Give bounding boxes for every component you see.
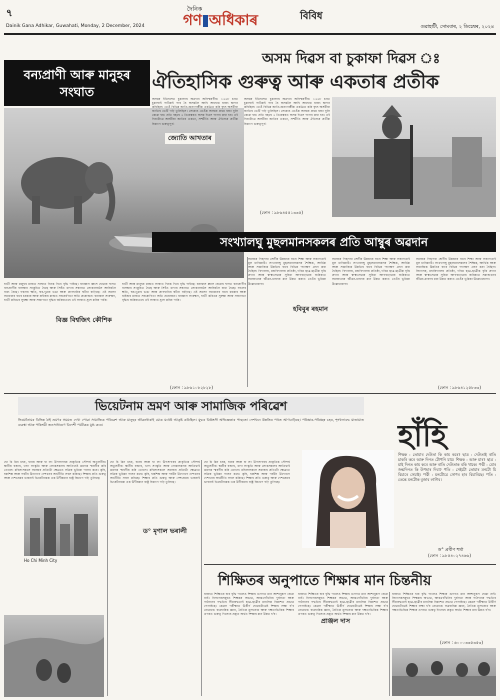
paper-name bbox=[183, 9, 258, 34]
wildlife-author: বিজ্ঞ বিশ্বজিৎ কৌশিক bbox=[52, 315, 116, 326]
assam-day-author: জ্যোতি আখতাৰ bbox=[165, 133, 215, 144]
masthead-rule bbox=[4, 33, 496, 35]
wildlife-body-2: হাতী আৰু মানুহৰ মাজত সংঘাত দিনক দিনে বৃদ্ধি পাইছে। বনাঞ্চল ধ্বংস হোৱাৰ ফলত বন্যপ্ৰাণীৰ বাসস্থান সংকুচিত হৈছে আৰু সিহঁত খাদ্যৰ সন্ধানত লোকালয়লৈ আহিবলৈ বাধ্য হৈছে। ফচলৰ ক্ষতি, ঘৰ-দুৱাৰ ভঙা আৰু প্ৰাণহানিৰ ঘটনা বাঢ়িছে। এই সমস্যা সমাধানৰ বাবে চৰকাৰ আৰু ৰাইজৰ মাজত সহযোগিতা অতি প্ৰয়োজন। বনাঞ্চল সংৰক্ষণ, হাতী কৰিডৰ সুৰক্ষা আৰু সজাগতা বৃদ্ধিৰ জৰিয়তেহে এই সংঘাত হ্ৰাস কৰিব পাৰি। bbox=[122, 282, 246, 303]
classroom-photo bbox=[392, 648, 496, 696]
column-divider bbox=[389, 592, 390, 696]
dateline-english: Dainik Gana Adhikar, Guwahati, Monday, 2 December, 2024 bbox=[6, 24, 145, 29]
wildlife-phone: (ফোন : ৯৮৬১০৮২৮২৮) bbox=[170, 385, 214, 390]
sukapha-statue-photo bbox=[332, 97, 496, 217]
vietnam-photo-caption: Ho Chi Minh City bbox=[24, 558, 58, 563]
wildlife-headline-box bbox=[4, 60, 150, 106]
vietnam-city-photo bbox=[24, 496, 98, 556]
column-divider bbox=[107, 460, 108, 696]
minority-body-col-2: সমাজৰ পিছপৰা শ্ৰেণীৰ উন্নয়নৰ বাবে শিক্ষা আৰু সজাগতাই মূল চাবিকাঠি। সংখ্যালঘু মুছলমানসকলৰ শৈক্ষিক, আৰ্থিক আৰু সামাজিক উন্নতিৰ বাবে বিভিন্ন পদক্ষেপ গ্ৰহণ কৰা হৈছিল। বিদ্যালয়, মহাবিদ্যালয় প্ৰতিষ্ঠা, দৰিদ্ৰ ছাত্ৰ-ছাত্ৰীক বৃত্তি প্ৰদান আৰু স্বাস্থ্যসেৱাৰ সুবিধা আগবঢ়োৱাৰ জৰিয়তে সমাজখনৰ জীৱন-ধাৰণৰ মান উন্নত কৰাত তেওঁৰ ভূমিকা উল্লেখযোগ্য। bbox=[332, 257, 410, 286]
section-rule bbox=[4, 393, 496, 394]
vietnam-body-col-3: হো চি মিন চহৰ, হানয় আৰু হা লং উপসাগৰৰ প্ৰাকৃতিক সৌন্দৰ্য অতুলনীয়। স্থানীয় বজাৰ, খাদ্য সংস্কৃতি আৰু লোকসকলৰ আতিথ্যই ভ্ৰমণক স্মৰণীয় কৰি তোলে। মহিলাসকলে সমাজৰ প্ৰতিটো ক্ষেত্ৰতে সক্ৰিয় ভূমিকা পালন কৰে। কৃষি, হস্তশিল্প আৰু পৰ্যটন উদ্যোগে দেশখনৰ অৰ্থনীতি সবল কৰিছে। শিক্ষাৰ প্ৰতি গুৰুত্ব আৰু দেশপ্ৰেমৰ ভাবনাই ভিয়েটনামক এক উদীয়মান ৰাষ্ট্ৰ হিচাপে গঢ়ি তুলিছে। bbox=[204, 460, 290, 485]
teachers-headline: শিক্ষিতৰ অনুপাতে শিক্ষাৰ মান চিন্তনীয় bbox=[218, 573, 432, 589]
humor-body: শিক্ষক : তোমাৰ দেউতা কি কাম কৰে? ছাত্ৰ : দেউতাই ৰাতি চাকৰি কৰে আৰু দিনত টোপনি যায়। শিক্ষক : আৰু মাৰ? ছাত্ৰ : মাই দিনত কাম কৰে আৰু ৰাতি দেউতাক বকি থাকে। পত্নী : মোৰ জন্মদিনত কি উপহাৰ দিবা? পতি : সেইটো তোমাৰ মনটো যি বিচাৰে সেয়াই। পত্নী : মনটোৱে সোণৰ হাৰ বিচাৰিছে। পতি : তেন্তে মনটোক বুজাব লাগিব। bbox=[398, 452, 496, 482]
vietnam-headline-box bbox=[18, 397, 364, 415]
teachers-body-col-1: ৰাজ্যত শিক্ষিতৰ হাৰ বৃদ্ধি পালেও শিক্ষাৰ গুণগত মান আশানুৰূপ হোৱা নাই। বিদ্যালয়সমূহত শিক্ষকৰ অভাৱ, আন্তঃগাঁথনিৰ দুৰ্বলতা আৰু পাঠদানৰ পদ্ধতিৰ সীমাবদ্ধতাই ছাত্ৰ-ছাত্ৰীৰ মানসিক বিকাশত প্ৰভাৱ পেলাইছে। কেৱল পৰীক্ষাত উত্তীৰ্ণ হোৱাটোৱেই শিক্ষাৰ লক্ষ্য হ'ব নোৱাৰে। ব্যৱহাৰিক জ্ঞান, নৈতিক মূল্যবোধ আৰু দক্ষতাভিত্তিক শিক্ষাৰ ওপৰত গুৰুত্ব দিলেহে প্ৰকৃত অৰ্থত শিক্ষাৰ মান উন্নত হ'ব। bbox=[204, 592, 294, 617]
teachers-body-col-2: ৰাজ্যত শিক্ষিতৰ হাৰ বৃদ্ধি পালেও শিক্ষাৰ গুণগত মান আশানুৰূপ হোৱা নাই। বিদ্যালয়সমূহত শিক্ষকৰ অভাৱ, আন্তঃগাঁথনিৰ দুৰ্বলতা আৰু পাঠদানৰ পদ্ধতিৰ সীমাবদ্ধতাই ছাত্ৰ-ছাত্ৰীৰ মানসিক বিকাশত প্ৰভাৱ পেলাইছে। কেৱল পৰীক্ষাত উত্তীৰ্ণ হোৱাটোৱেই শিক্ষাৰ লক্ষ্য হ'ব নোৱাৰে। ব্যৱহাৰিক জ্ঞান, নৈতিক মূল্যবোধ আৰু দক্ষতাভিত্তিক শিক্ষাৰ ওপৰত গুৰুত্ব দিলেহে প্ৰকৃত অৰ্থত শিক্ষাৰ মান উন্নত হ'ব। bbox=[298, 592, 388, 617]
paper-name-part-1: গণ bbox=[183, 11, 202, 29]
humor-title: হাঁহি bbox=[398, 419, 447, 454]
teachers-body-col-3: ৰাজ্যত শিক্ষিতৰ হাৰ বৃদ্ধি পালেও শিক্ষাৰ গুণগত মান আশানুৰূপ হোৱা নাই। বিদ্যালয়সমূহত শিক্ষকৰ অভাৱ, আন্তঃগাঁথনিৰ দুৰ্বলতা আৰু পাঠদানৰ পদ্ধতিৰ সীমাবদ্ধতাই ছাত্ৰ-ছাত্ৰীৰ মানসিক বিকাশত প্ৰভাৱ পেলাইছে। কেৱল পৰীক্ষাত উত্তীৰ্ণ হোৱাটোৱেই শিক্ষাৰ লক্ষ্য হ'ব নোৱাৰে। ব্যৱহাৰিক জ্ঞান, নৈতিক মূল্যবোধ আৰু দক্ষতাভিত্তিক শিক্ষাৰ ওপৰত গুৰুত্ব দিলেহে প্ৰকৃত অৰ্থত শিক্ষাৰ মান উন্নত হ'ব। bbox=[392, 592, 496, 613]
vietnam-intro: ভিয়েটনামৰ বিভিন্ন ঠাই ভ্ৰমণৰ সময়ত দেখা পোৱা সামাজিক পৰিৱেশ আৰু মানুহৰ জীৱনধাৰাই মোক যথেষ্ট আকৃষ্ট কৰিছিল। যুদ্ধৰ বিধ্বংসী অভিজ্ঞতাৰ পাছতো দেশখনে উন্নতিৰ পথত আগবাঢ়িছে। পৰিষ্কাৰ-পৰিচ্ছন্ন চহৰ, শৃংখলাবদ্ধ যাতায়াত ব্যৱস্থা আৰু পৰিশ্ৰমী জনসাধাৰণে বিদেশী পৰ্যটকক মুগ্ধ কৰে। bbox=[18, 418, 364, 427]
wildlife-headline: বন্যপ্ৰাণী আৰু মানুহৰ সংঘাত bbox=[23, 67, 131, 99]
minority-body-col-1: সমাজৰ পিছপৰা শ্ৰেণীৰ উন্নয়নৰ বাবে শিক্ষা আৰু সজাগতাই মূল চাবিকাঠি। সংখ্যালঘু মুছলমানসকলৰ শৈক্ষিক, আৰ্থিক আৰু সামাজিক উন্নতিৰ বাবে বিভিন্ন পদক্ষেপ গ্ৰহণ কৰা হৈছিল। বিদ্যালয়, মহাবিদ্যালয় প্ৰতিষ্ঠা, দৰিদ্ৰ ছাত্ৰ-ছাত্ৰীক বৃত্তি প্ৰদান আৰু স্বাস্থ্যসেৱাৰ সুবিধা আগবঢ়োৱাৰ জৰিয়তে সমাজখনৰ জীৱন-ধাৰণৰ মান উন্নত কৰাত তেওঁৰ ভূমিকা উল্লেখযোগ্য। bbox=[248, 257, 326, 286]
assam-day-headline-2: ঐতিহাসিক গুৰুত্ব আৰু একতাৰ প্ৰতীক bbox=[152, 72, 439, 93]
assam-day-body-col-2: অসমৰ ইতিহাসত চুকাফাৰ অৱদান অবিস্মৰণীয়। ১২২৮ চনত চুকাফাই পাটকাই পাৰ হৈ অসমলৈ আহি আহোম ৰাজ্য স্থাপন কৰিছিল। তেওঁ বিভিন্ন জাতি-জনগোষ্ঠীক একত্ৰিত কৰি বৃহৎ অসমীয়া জাতিৰ ভেটি গঢ়ি তুলিছিল। সেয়েহে তেওঁক অসমৰ প্ৰথম ৰজা বুলি কোৱা হয়। প্ৰতি বছৰে ২ ডিচেম্বৰত অসম দিৱস পালন কৰা হয়। এই দিনটোৱে অসমীয়া জাতিৰ একতা, সম্প্ৰীতি আৰু ঐতিহ্যৰ প্ৰতীক হিচাপে গুৰুত্বপূৰ্ণ। bbox=[244, 97, 330, 126]
teachers-rule bbox=[204, 564, 496, 565]
teachers-author: প্ৰাঞ্জল দাস bbox=[318, 616, 353, 627]
column-divider bbox=[201, 460, 202, 696]
assam-day-headline-1: অসম দিৱস বা চুকাফা দিৱস ঃ bbox=[262, 51, 441, 67]
vietnam-street-photo bbox=[4, 615, 104, 697]
paper-logo-icon bbox=[203, 15, 208, 27]
vietnam-body-col-2: হো চি মিন চহৰ, হানয় আৰু হা লং উপসাগৰৰ প্ৰাকৃতিক সৌন্দৰ্য অতুলনীয়। স্থানীয় বজাৰ, খাদ্য সংস্কৃতি আৰু লোকসকলৰ আতিথ্যই ভ্ৰমণক স্মৰণীয় কৰি তোলে। মহিলাসকলে সমাজৰ প্ৰতিটো ক্ষেত্ৰতে সক্ৰিয় ভূমিকা পালন কৰে। কৃষি, হস্তশিল্প আৰু পৰ্যটন উদ্যোগে দেশখনৰ অৰ্থনীতি সবল কৰিছে। শিক্ষাৰ প্ৰতি গুৰুত্ব আৰু দেশপ্ৰেমৰ ভাবনাই ভিয়েটনামক এক উদীয়মান ৰাষ্ট্ৰ হিচাপে গঢ়ি তুলিছে। bbox=[110, 460, 200, 485]
paper-name-part-2: অধিকাৰ bbox=[208, 11, 258, 29]
wildlife-body: হাতী আৰু মানুহৰ মাজত সংঘাত দিনক দিনে বৃদ্ধি পাইছে। বনাঞ্চল ধ্বংস হোৱাৰ ফলত বন্যপ্ৰাণীৰ বাসস্থান সংকুচিত হৈছে আৰু সিহঁত খাদ্যৰ সন্ধানত লোকালয়লৈ আহিবলৈ বাধ্য হৈছে। ফচলৰ ক্ষতি, ঘৰ-দুৱাৰ ভঙা আৰু প্ৰাণহানিৰ ঘটনা বাঢ়িছে। এই সমস্যা সমাধানৰ বাবে চৰকাৰ আৰু ৰাইজৰ মাজত সহযোগিতা অতি প্ৰয়োজন। বনাঞ্চল সংৰক্ষণ, হাতী কৰিডৰ সুৰক্ষা আৰু সজাগতা বৃদ্ধিৰ জৰিয়তেহে এই সংঘাত হ্ৰাস কৰিব পাৰি। bbox=[4, 282, 116, 303]
minority-body-col-3: সমাজৰ পিছপৰা শ্ৰেণীৰ উন্নয়নৰ বাবে শিক্ষা আৰু সজাগতাই মূল চাবিকাঠি। সংখ্যালঘু মুছলমানসকলৰ শৈক্ষিক, আৰ্থিক আৰু সামাজিক উন্নতিৰ বাবে বিভিন্ন পদক্ষেপ গ্ৰহণ কৰা হৈছিল। বিদ্যালয়, মহাবিদ্যালয় প্ৰতিষ্ঠা, দৰিদ্ৰ ছাত্ৰ-ছাত্ৰীক বৃত্তি প্ৰদান আৰু স্বাস্থ্যসেৱাৰ সুবিধা আগবঢ়োৱাৰ জৰিয়তে সমাজখনৰ জীৱন-ধাৰণৰ মান উন্নত কৰাত তেওঁৰ ভূমিকা উল্লেখযোগ্য। bbox=[416, 257, 496, 282]
section-label: বিবিধ bbox=[300, 11, 323, 22]
minority-phone: (ফোন : ৯৮৬৪১২৫৮৩৩) bbox=[438, 385, 482, 390]
humor-author: ড° প্ৰবীণ শৰ্মা bbox=[438, 548, 464, 553]
paper-name-small: দৈনিক bbox=[187, 6, 203, 13]
column-divider bbox=[247, 257, 248, 387]
minority-headline: সংখ্যালঘু মুছলমানসকলৰ প্ৰতি আম্বুৰ অৱদান bbox=[220, 235, 428, 249]
smiling-woman-photo bbox=[302, 450, 394, 548]
vietnam-headline: ভিয়েটনাম ভ্ৰমণ আৰু সামাজিক পৰিৱেশ bbox=[95, 399, 287, 413]
assam-day-phone: (ফোন : ৯৮৬৪৫৫১৩৩৫) bbox=[260, 210, 304, 215]
vietnam-author: ড° মৃণাল ভৰালী bbox=[140, 526, 190, 537]
humor-phone: (ফোন : ৯৮৫৪০২৭৪৬৬) bbox=[428, 553, 472, 558]
page-number: ৭ bbox=[6, 8, 13, 19]
assam-day-body-col-1: অসমৰ ইতিহাসত চুকাফাৰ অৱদান অবিস্মৰণীয়। ১২২৮ চনত চুকাফাই পাটকাই পাৰ হৈ অসমলৈ আহি আহোম ৰাজ্য স্থাপন কৰিছিল। তেওঁ বিভিন্ন জাতি-জনগোষ্ঠীক একত্ৰিত কৰি বৃহৎ অসমীয়া জাতিৰ ভেটি গঢ়ি তুলিছিল। সেয়েহে তেওঁক অসমৰ প্ৰথম ৰজা বুলি কোৱা হয়। প্ৰতি বছৰে ২ ডিচেম্বৰত অসম দিৱস পালন কৰা হয়। এই দিনটোৱে অসমীয়া জাতিৰ একতা, সম্প্ৰীতি আৰু ঐতিহ্যৰ প্ৰতীক হিচাপে গুৰুত্বপূৰ্ণ। bbox=[152, 97, 238, 126]
minority-headline-box bbox=[152, 232, 496, 252]
minority-author: হবিবুৰ ৰহমান bbox=[290, 304, 331, 315]
dateline-assamese: গুৱাহাটী, সোমবাৰ, ২ ডিচেম্বৰ, ২০২৪ bbox=[420, 25, 494, 30]
teachers-phone: (ফোন : ৬০০০৩৩৫৩৫৩) bbox=[440, 640, 484, 645]
vietnam-body-col-1: হো চি মিন চহৰ, হানয় আৰু হা লং উপসাগৰৰ প্ৰাকৃতিক সৌন্দৰ্য অতুলনীয়। স্থানীয় বজাৰ, খাদ্য সংস্কৃতি আৰু লোকসকলৰ আতিথ্যই ভ্ৰমণক স্মৰণীয় কৰি তোলে। মহিলাসকলে সমাজৰ প্ৰতিটো ক্ষেত্ৰতে সক্ৰিয় ভূমিকা পালন কৰে। কৃষি, হস্তশিল্প আৰু পৰ্যটন উদ্যোগে দেশখনৰ অৰ্থনীতি সবল কৰিছে। শিক্ষাৰ প্ৰতি গুৰুত্ব আৰু দেশপ্ৰেমৰ ভাবনাই ভিয়েটনামক এক উদীয়মান ৰাষ্ট্ৰ হিচাপে গঢ়ি তুলিছে। bbox=[4, 460, 106, 481]
